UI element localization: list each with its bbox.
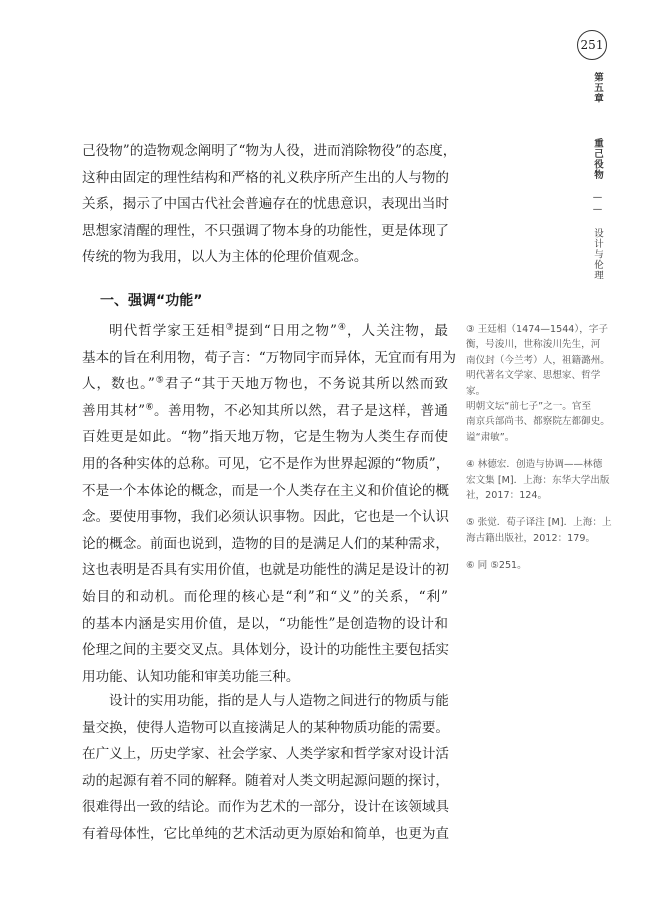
text-run: ，人关注物，最 [346,323,448,339]
text-line [82,318,448,345]
text-line: 动的起源有着不同的解释。随着对人类文明起源问题的探讨， [82,772,450,789]
sidenote-line: 王廷相（1474—1544），字子 [477,324,608,335]
running-head-title: 重己役物 [592,137,603,180]
text-line: 百姓更是如此。“物”指天地万物，它是生物为人类生存而使 [82,429,448,446]
text-line [82,371,448,398]
footnote-ref-6[interactable]: ⑥ [145,402,154,413]
text-line: 基本的旨在利用物，荀子言：“万物同宇而异体，无宜而有用为 [82,349,456,366]
sidenote-3 [466,322,614,445]
text-line: 不是一个本体论的概念，而是一个人类存在主义和价值论的概 [82,482,450,499]
sidenote-number: ⑤ [466,517,475,529]
sidenote-line: 南京兵部尚书、都察院左都御史。 [466,416,610,428]
text-line: 关系，揭示了中国古代社会普遍存在的忧患意识，表现出当时 [82,196,450,213]
footnote-ref-3[interactable]: ③ [225,322,235,333]
sidenotes [466,322,614,586]
sidenote-6 [466,558,614,573]
text-line: 思想家清醒的理性，不只强调了物本身的功能性，更是体现了 [82,222,450,239]
text-line: 有着母体性，它比单纯的艺术活动更为原始和简单，也更为直 [82,825,450,842]
sidenote-line: 海古籍出版社，2012：179。 [466,532,596,544]
text-line: 用的各种实体的总称。可见，它不是作为世界起源的“物质”， [82,455,450,472]
sidenote-number: ⑥ [466,560,475,572]
sidenote-line: 谥“肃敏”。 [466,431,515,443]
text-run: 。善用物，不必知其所以然，君子是这样，普通 [153,402,449,419]
sidenote-4 [466,457,614,503]
text-line: 用功能、认知功能和审美功能三种。 [82,668,300,685]
text-line: 始目的和动机。而伦理的核心是“利”和“义”的关系，“利” [82,588,448,605]
sidenote-line: 同 ⑤251。 [477,560,527,572]
running-head-chapter: 第五章 [592,72,603,104]
text-line: 的基本内涵是实用价值，是以，“功能性”是创造物的设计和 [82,615,448,632]
sidenote-line: 张觉．荀子译注 [M]．上海：上 [477,517,612,529]
sidenote-line: 宏文集 [M]．上海：东华大学出版 [466,474,610,486]
text-run: 明代哲学家王廷相 [109,323,226,339]
body-paragraph-1 [82,138,457,271]
running-head [589,72,603,280]
text-line: 这也表明是否具有实用价值，也就是功能性的满足是设计的初 [82,562,450,579]
text-line [82,398,448,425]
text-line: 很难得出一致的结论。而作为艺术的一部分，设计在该领域具 [82,799,450,816]
body-paragraph-3 [82,688,448,848]
sidenote-line: 衡，号浚川，世称浚川先生，河 [466,339,601,351]
text-line: 论的概念。前面也说到，造物的目的是满足人们的某种需求， [82,535,450,552]
sidenote-number: ④ [466,459,475,471]
body-paragraph-2 [82,318,456,690]
page-number: 251 [577,30,607,60]
sidenote-5 [466,515,614,546]
footnote-ref-4[interactable]: ④ [336,322,347,333]
sidenote-line: 明代著名文学家、思想家、哲学家。 [466,370,601,397]
footnote-ref-5[interactable]: ⑤ [154,375,165,386]
text-line: 设计的实用功能，指的是人与人造物之间进行的物质与能 [109,693,449,709]
text-line: 传统的物为我用，以人为主体的伦理价值观念。 [82,249,368,266]
text-run: 君子“其于天地万物也，不务说其所以然而致 [164,376,448,393]
sidenote-line: 社，2017：124。 [466,490,548,502]
text-line: 在广义上，历史学家、社会学家、人类学家和哲学家对设计活 [82,746,450,763]
text-line: 量交换，使得人造物可以直接满足人的某种物质功能的需要。 [82,719,450,736]
sidenote-line: 南仪封（今兰考）人，祖籍潞州。 [466,354,610,366]
text-run: 提到“日用之物” [234,323,337,339]
sidenote-line: 林德宏．创造与协调——林德 [477,459,603,471]
running-head-subtitle: 设计与伦理 [592,227,603,280]
text-run: 善用其材” [82,402,146,419]
text-run: 人，数也。” [82,376,155,393]
text-line: 这种由固定的理性结构和严格的礼义秩序所产生出的人与物的 [82,169,450,186]
text-line: 伦理之间的主要交叉点。具体划分，设计的功能性主要包括实 [82,642,450,659]
text-line: 己役物”的造物观念阐明了“物为人役，进而消除物役”的态度， [82,143,457,159]
sidenote-number: ③ [466,324,475,335]
section-heading: 一、强调“功能” [100,293,203,309]
text-line: 念。要使用事物，我们必须认识事物。因此，它也是一个认识 [82,509,450,526]
running-head-dash: —— [592,191,603,216]
sidenote-line: 明朝文坛“前七子”之一。官至 [466,401,592,413]
